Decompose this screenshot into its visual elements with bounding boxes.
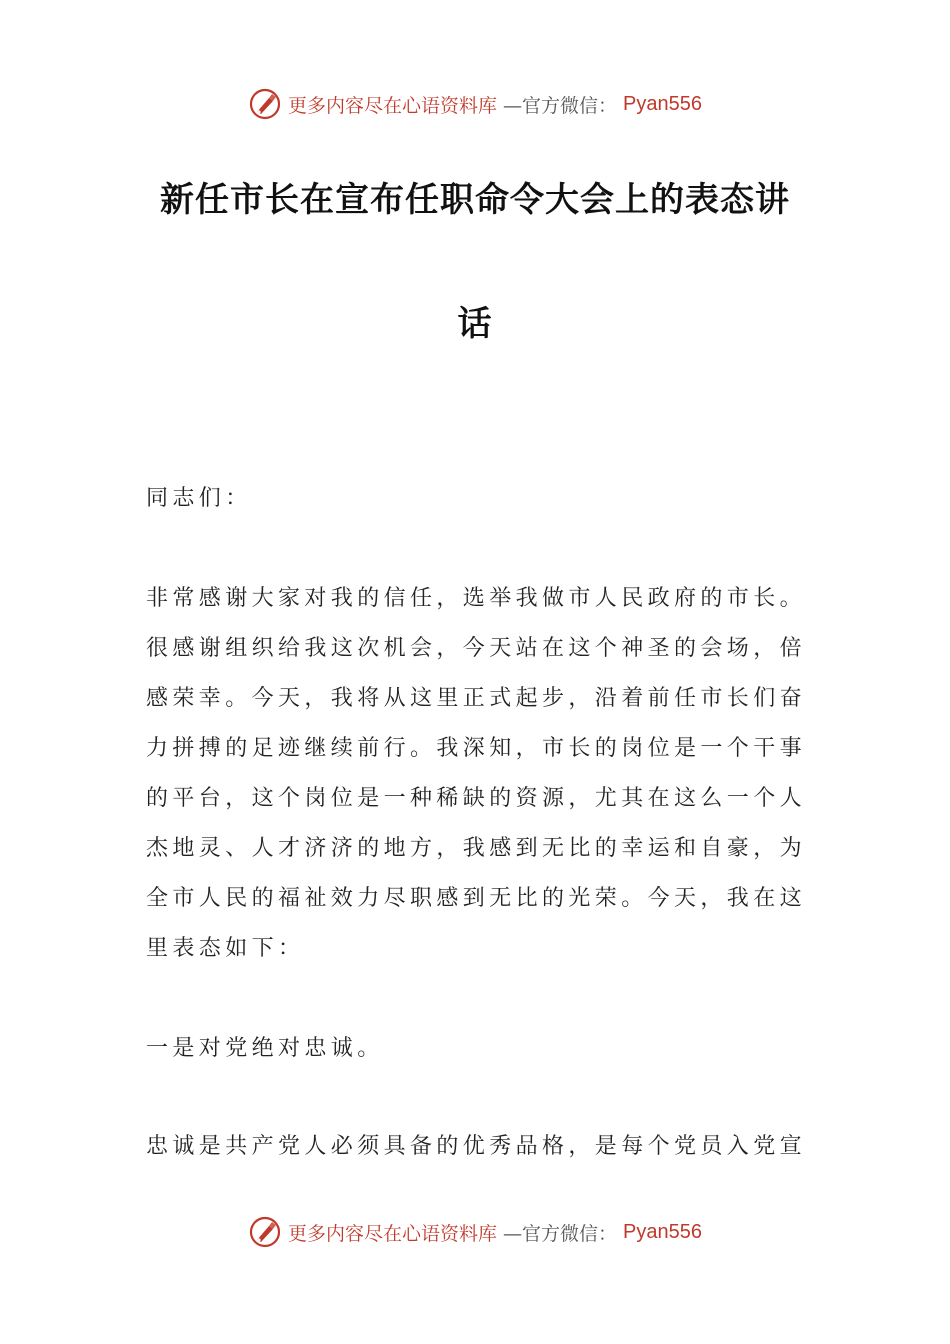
greeting: 同志们：	[146, 486, 252, 511]
banner-wechat-label: —官方微信：	[503, 1222, 618, 1245]
paragraph-loyalty: 忠诚是共产党人必须具备的优秀品格，是每个党员入党宣	[146, 1134, 807, 1159]
banner-brand-text: 更多内容尽在心语资料库	[288, 1222, 498, 1245]
banner-wechat-id: Pyan556	[623, 92, 702, 115]
pen-nib-logo-icon	[248, 87, 282, 121]
pen-nib-logo-icon	[248, 1215, 282, 1249]
point-one-heading: 一是对党绝对忠诚。	[146, 1036, 384, 1061]
banner-brand-text: 更多内容尽在心语资料库	[288, 94, 498, 117]
banner-wechat-id: Pyan556	[623, 1220, 702, 1243]
footer-banner	[0, 1210, 950, 1254]
paragraph-intro: 非常感谢大家对我的信任，选举我做市人民政府的市长。很感谢组织给我这次机会，今天站在这个神圣的会场，倍感荣幸。今天，我将从这里正式起步，沿着前任市长们奋力拼搏的足迹继续前行。我深知，市长的岗位是一个干事的平台，这个岗位是一种稀缺的资源，尤其在这么一个人杰地灵、人才济济的地方，我感到无比的幸运和自豪，为全市人民的福祉效力尽职感到无比的光荣。今天，我在这里表态如下：	[146, 586, 807, 961]
document-title-line1: 新任市长在宣布任职命令大会上的表态讲	[160, 180, 790, 220]
banner-wechat-label: —官方微信：	[503, 94, 618, 117]
header-banner	[0, 82, 950, 126]
document-title-line2: 话	[457, 304, 493, 344]
